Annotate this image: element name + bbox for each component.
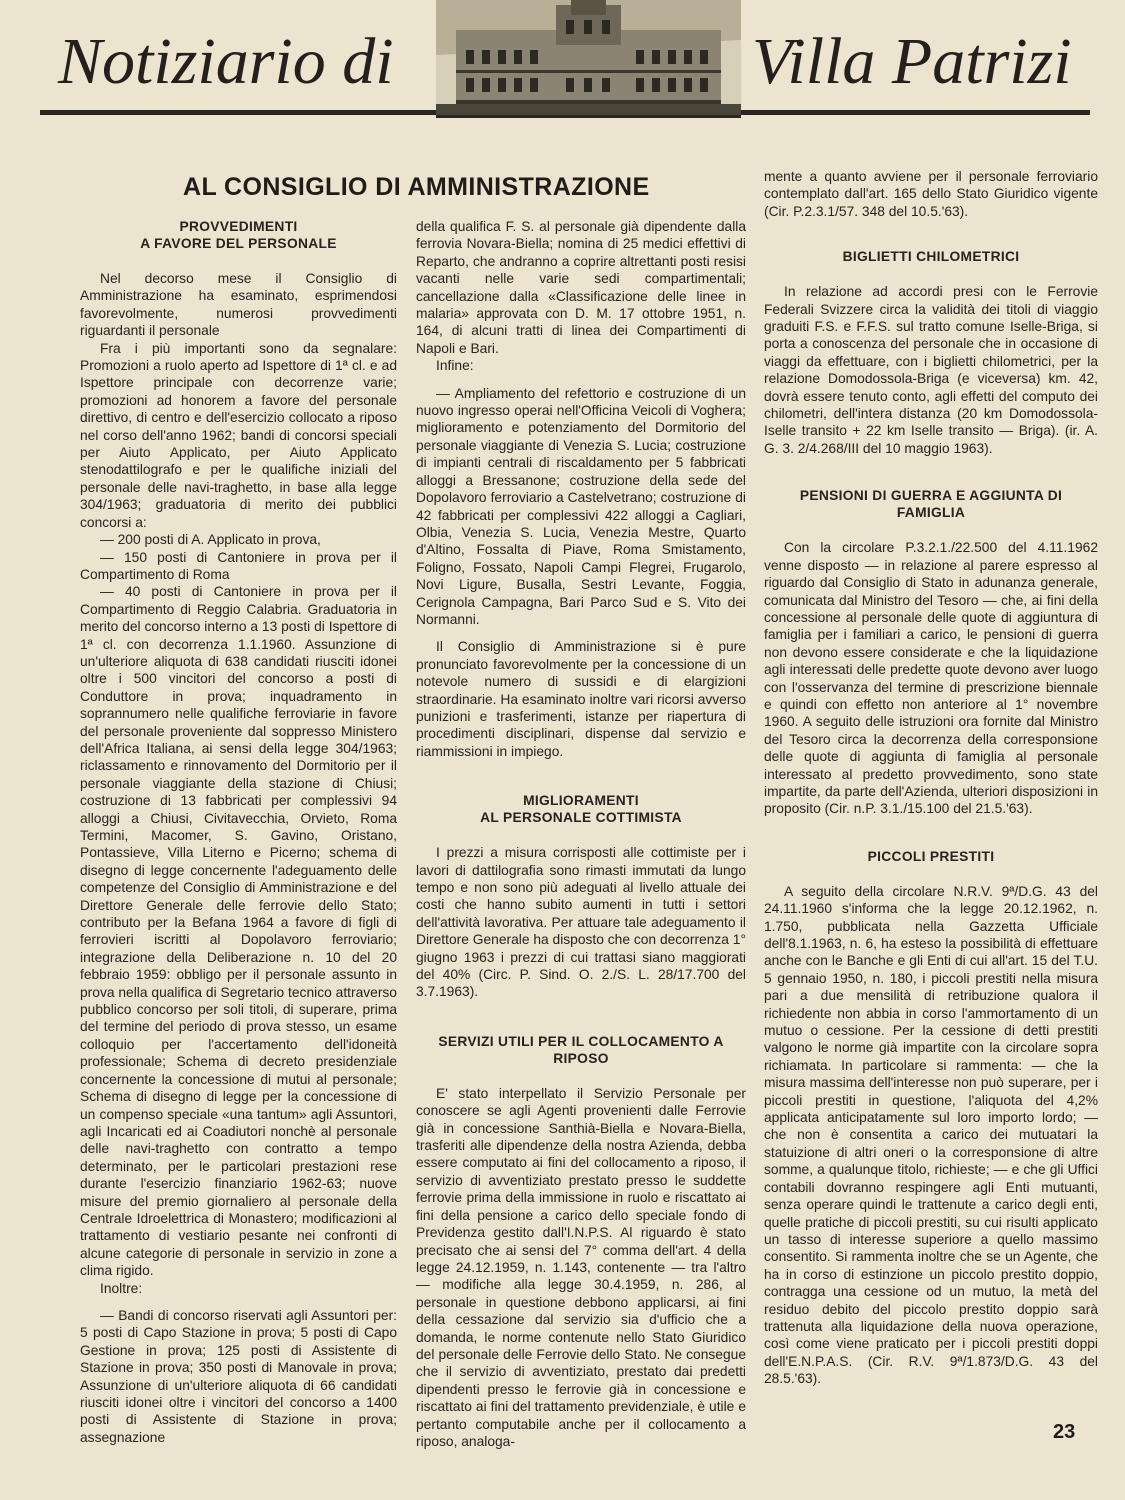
column-3 — [764, 168, 1098, 1388]
paragraph: — Ampliamento del refettorio e costruzione di un nuovo ingresso operai nell'Officina Veicoli di Voghera; miglioramento e potenziamento del Dormitorio del personale viaggiante di Venezia S. Lucia; costruzione di impianti centrali di riscaldamento per 5 fabbricati alloggi a Bressanone; costruzione della sede del Dopolavoro ferroviario a Castelvetrano; costruzione di 42 fabbricati per complessivi 422 alloggi a Cagliari, Olbia, Venezia S. Lucia, Venezia Mestre, Quarto d'Altino, Fossalta di Piave, Roma Smistamento, Foligno, Fossato, Napoli Campi Flegrei, Frugarolo, Novi Ligure, Busalla, Sestri Levante, Foggia, Cerignola Campagna, Bari Parco Sud e S. Vito dei Normanni. — [416, 385, 746, 627]
paragraph: Infine: — [436, 358, 474, 374]
paragraph: — 40 posti di Cantoniere in prova per il Compartimento di Reggio Calabria. Graduatoria in merito del concorso interno a 13 posti di Ispettore di 1ª cl. con decorrenza 1.1.1960. Assunzione di un'ulteriore aliquota di 638 candidati riusciti idonei oltre i 500 vincitori del concorso a posti di Conduttore in prova; inquadramento in soprannumero nelle qualifiche ferroviarie in favore del personale proveniente dal soppresso Ministero dell'Africa Italiana, ai sensi della legge 304/1963; riclassamento e rinnovamento del Dormitorio per il personale viaggiante della stazione di Chiusi; costruzione di 13 fabbricati per complessivi 94 alloggi a Chiusi, Civitavecchia, Orvieto, Roma Termini, Macomer, S. Gavino, Oristano, Pontassieve, Villa Literno e Picerno; schema di disegno di legge concernente l'adeguamento delle competenze del Consiglio di Amministrazione e del Direttore Generale delle ferrovie dello Stato; contributo per la Befana 1964 a favore di figli di ferrovieri iscritti al Dopolavoro ferroviario; integrazione della Deliberazione n. 10 del 20 febbraio 1959: obbligo per il personale assunto in prova nella qualifica di Segretario tecnico attraverso pubblico concorso per soli titoli, di superare, prima del termine del periodo di prova stesso, un esame colloquio per l'accertamento dell'idoneità professionale; Schema di decreto presidenziale concernente la concessione di mutui al personale; Schema di disegno di legge per la concessione di un compenso speciale «una tantum» agli Assuntori, agli Incaricati ed ai Coadiutori nonchè al personale delle navi-traghetto con contratto a tempo determinato, per le particolari prestazioni rese durante l'esercizio finanziario 1962-63; nuove misure del premio giornaliero al personale della Centrale Idroelettrica di Monastero; modificazioni al trattamento di vestiario pesante nei confronti di alcune categorie di personale in servizio in zone a clima rigido. — [80, 584, 397, 1279]
main-headline: AL CONSIGLIO DI AMMINISTRAZIONE — [183, 173, 650, 201]
paragraph: mente a quanto avviene per il personale ferroviario contemplato dall'art. 165 dello Stato Giuridico vigente (Cir. P.2.3.1/57. 348 del 10.5.'63). — [764, 169, 1098, 219]
paragraph: — Bandi di concorso riservati agli Assuntori per: 5 posti di Capo Stazione in prova; 5 posti di Capo Gestione in prova; 125 posti di Assistente di Stazione in prova; 350 posti di Manovale in prova; Assunzione di un'ulteriore aliquota di 66 candidati riusciti idonei oltre i vincitori del concorso a 1400 posti di Assistente di Stazione in prova; assegnazione — [80, 1307, 397, 1445]
villa-illustration — [436, 0, 741, 118]
list-item: — 150 posti di Cantoniere in prova per il Compartimento di Roma — [80, 549, 397, 582]
paragraph: Fra i più importanti sono da segnalare: Promozioni a ruolo aperto ad Ispettore di 1ª cl. e ad Ispettore principale con decorrenze varie; promozioni ad honorem a favore del personale direttivo, di centro e dell'esercizio collocato a riposo nel corso dell'anno 1962; bandi di concorsi speciali per Aiuto Applicato, per Aiuto Applicato stenodattilografo e per le qualifiche iniziali del personale delle navi-traghetto, in base alla legge 304/1963; graduatoria di merito dei pubblici concorsi a: — [80, 340, 397, 530]
paragraph: A seguito della circolare N.R.V. 9ª/D.G. 43 del 24.11.1960 s'informa che la legge 20.12.1962, n. 1.750, pubblicata nella Gazzetta Ufficiale dell'8.1.1963, n. 6, ha esteso la possibilità di effettuare anche con le Banche e gli Enti di cui all'art. 15 del T.U. 5 gennaio 1950, n. 180, i piccoli prestiti nella misura pari a due mensilità di retribuzione qualora il richiedente non abbia in corso l'ammortamento di un mutuo o cessione. Per la cessione di detti prestiti valgono le norme già impartite con la circolare sopra richiamata. In particolare si rammenta: — che la misura massima dell'interesse non può superare, per i piccoli prestiti in questione, l'aliquota del 4,2% applicata anticipatamente sul loro importo lordo; — che non è consentita a carico dei mutuatari la statuizione di altri oneri o la corresponsione di altre somme, a qualunque titolo, richieste; — e che gli Uffici contabili dovranno respingere agli Enti mutuanti, senza operare quindi le trattenute a carico degli enti, quelle pratiche di piccoli prestiti, su cui risulti applicato un tasso di interesse superiore a quello massimo consentito. Si rammenta inoltre che se un Agente, che ha in corso di estinzione un piccolo prestito doppio, contragga una cessione od un mutuo, la metà del residuo debito del piccolo prestito doppio sarà trattenuta alla liquidazione della nuova operazione, così come viene praticato per i piccoli prestiti doppi dell'E.N.P.A.S. (Cir. R.V. 9ª/1.873/D.G. 43 del 28.5.'63). — [764, 883, 1098, 1387]
paragraph: Inoltre: — [100, 1280, 143, 1296]
paragraph: Nel decorso mese il Consiglio di Amministrazione ha esaminato, esprimendosi favorevolmente, numerosi provvedimenti riguardanti il personale — [80, 271, 397, 339]
section-heading-miglioramenti: MIGLIORAMENTI AL PERSONALE COTTIMISTA — [480, 793, 682, 826]
section-heading-piccoli-prestiti: PICCOLI PRESTITI — [867, 848, 995, 864]
paragraph: Con la circolare P.3.2.1./22.500 del 4.11.1962 venne disposto — in relazione al parere espresso al riguardo dal Consiglio di Stato in adunanza generale, comunicata dal Ministro del Tesoro — che, ai fini della concessione al personale delle quote di aggiuntura di famiglia per i familiari a carico, le pensioni di guerra non devono essere considerate e che la liquidazione agli interessati delle predette quote devono aver luogo con l'osservanza del termine di prescrizione biennale e quindi con effetto non anteriore al 1° novembre 1960. A seguito delle istruzioni ora fornite dal Ministro del Tesoro circa la decorrenza della corresponsione delle quote di aggiunta di famiglia al personale interessato al predetto provvedimento, sono state impartite, da parte dell'Azienda, ulteriori disposizioni in proposito (Cir. n.P. 3.1./15.100 del 21.5.'63). — [764, 540, 1098, 817]
masthead-title-right: Villa Patrizi — [752, 25, 1072, 98]
section-heading-servizi-utili: SERVIZI UTILI PER IL COLLOCAMENTO A RIPOSO — [438, 1033, 724, 1066]
list-item: — 200 posti di A. Applicato in prova, — [100, 532, 321, 548]
section-heading-provvedimenti: PROVVEDIMENTI A FAVORE DEL PERSONALE — [140, 219, 337, 251]
section-heading-pensioni: PENSIONI DI GUERRA E AGGIUNTA DI FAMIGLIA — [799, 488, 1063, 521]
paragraph: Il Consiglio di Amministrazione si è pure pronunciato favorevolmente per la concessione di un notevole numero di sussidi e di elargizioni straordinarie. Ha esaminato inoltre vari ricorsi avverso punizioni e trasferimenti, istanze per riapertura di procedimenti disciplinari, dispense dal servizio e riammissioni in impiego. — [416, 639, 746, 759]
paragraph: della qualifica F. S. al personale già dipendente dalla ferrovia Novara-Biella; nomina di 25 medici effettivi di Reparto, che andranno a coprire altrettanti posti resisi vacanti nelle varie sedi compartimentali; cancellazione dalla «Classificazione delle linee in malaria» approvata con D. M. 17 ottobre 1951, n. 164, di alcuni tratti di linea dei Compartimenti di Napoli e Bari. — [416, 219, 746, 356]
paragraph: E' stato interpellato il Servizio Personale per conoscere se agli Agenti provenienti dalle Ferrovie già in concessione Santhià-Biella e Novara-Biella, trasferiti alle dipendenze della nostra Azienda, debba essere computato ai fini del collocamento a riposo, il servizio di avventiziato prestato presso le suddette ferrovie prima della immissione in ruolo e riscattato ai fini della pensione a carico dello speciale fondo di Previdenza gestito dall'I.N.P.S. Al riguardo è stato precisato che ai sensi del 7° comma dell'art. 4 della legge 24.12.1959, n. 1.143, contenente — tra l'altro — modifiche alla legge 30.4.1959, n. 286, al personale in questione debbono applicarsi, ai fini della cessazione dal servizio sia d'ufficio che a domanda, le norme contenute nello Stato Giuridico del personale delle Ferrovie dello Stato. Ne consegue che il servizio di avventiziato, prestato dai predetti dipendenti presso le ferrovie già in concessione e riscattato ai fini del trattamento previdenziale, è utile e pertanto computabile anche per il collocamento a riposo, analoga- — [416, 1085, 746, 1449]
paragraph: In relazione ad accordi presi con le Ferrovie Federali Svizzere circa la validità dei titoli di viaggio graduiti F.S. e F.F.S. sul tratto comune Iselle-Briga, si porta a conoscenza del personale che in occasione di viaggi da effettuare, con i biglietti chilometrici, per la relazione Domodossola-Briga (e viceversa) km. 42, dovrà essere tenuto conto, agli effetti del computo dei chilometri, dell'intera distanza (20 km Domodossola-Iselle transito + 22 km Iselle transito — Briga). (ir. A. G. 3. 2/4.268/III del 10 maggio 1963). — [764, 284, 1098, 456]
paragraph: I prezzi a misura corrisposti alle cottimiste per i lavori di dattilografia sono rimasti immutati da lungo tempo e non sono più adeguati al livello attuale dei costi che hanno subito aumenti in tutti i settori dell'attività lavorativa. Per attuare tale adeguamento il Direttore Generale ha disposto che con decorrenza 1° giugno 1963 i prezzi di cui trattasi siano maggiorati del 40% (Circ. P. Sind. O. 2./S. L. 28/17.700 del 3.7.1963). — [416, 845, 746, 1000]
column-2 — [416, 218, 746, 1450]
masthead — [0, 0, 1125, 140]
page-number: 23 — [1053, 1421, 1076, 1443]
column-1 — [80, 218, 397, 1446]
section-heading-biglietti: BIGLIETTI CHILOMETRICI — [842, 249, 1020, 265]
masthead-title-left: Notiziario di — [58, 25, 394, 98]
